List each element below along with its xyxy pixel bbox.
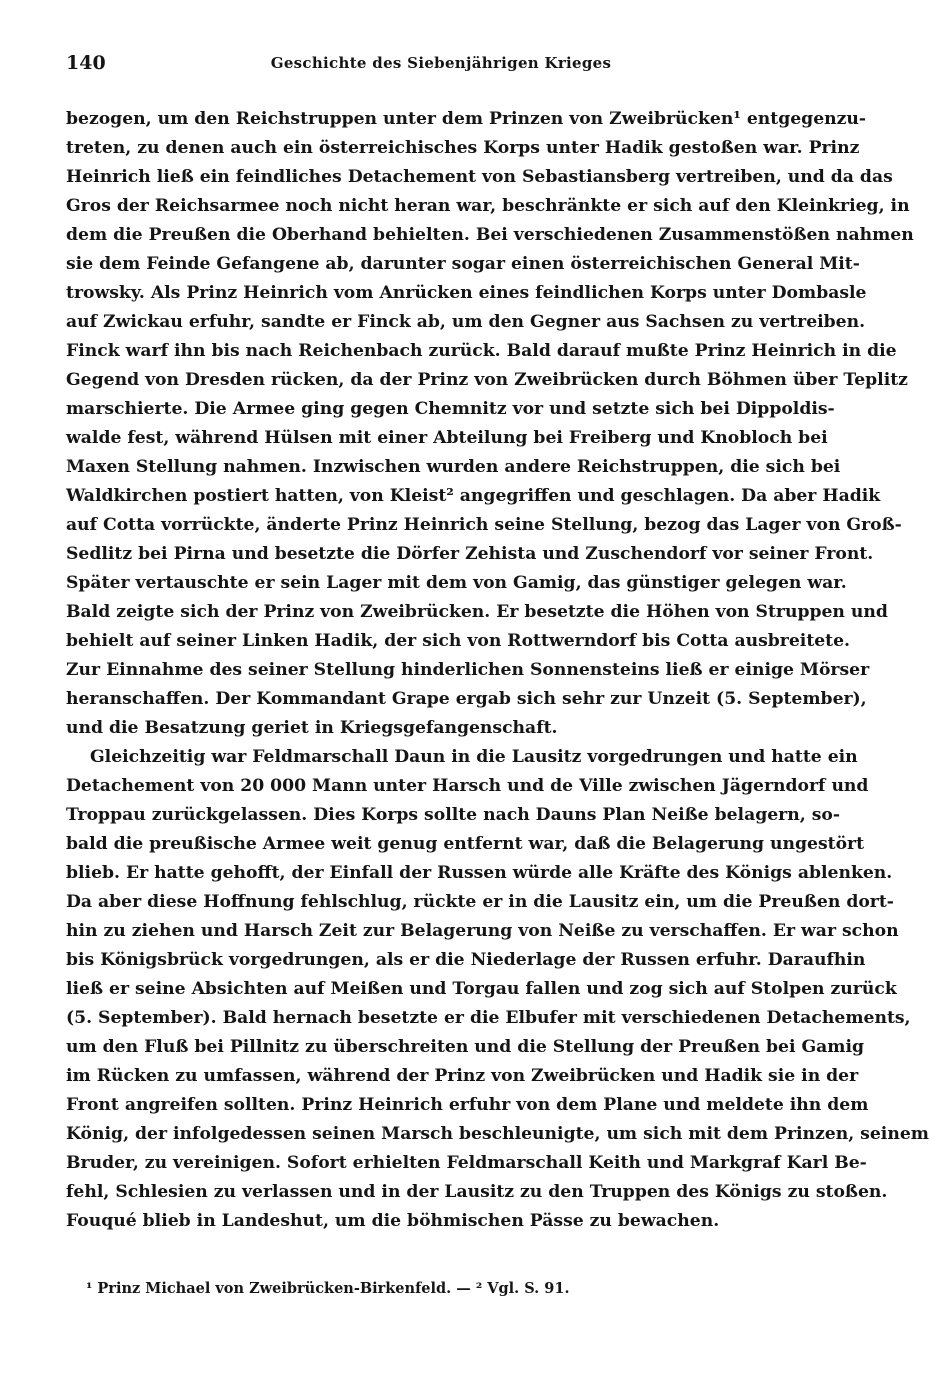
text-line: Bald zeigte sich der Prinz von Zweibrücken. Er besetzte die Höhen von Struppen und <box>66 602 888 622</box>
text-line: König, der infolgedessen seinen Marsch beschleunigte, um sich mit dem Prinzen, seinem <box>66 1124 929 1144</box>
text-line: Detachement von 20 000 Mann unter Harsch und de Ville zwischen Jägerndorf und <box>66 776 869 796</box>
text-line: Sedlitz bei Pirna und besetzte die Dörfer Zehista und Zuschendorf vor seiner Front. <box>66 544 874 564</box>
paragraph-2 <box>66 743 929 1236</box>
text-line: Fouqué blieb in Landeshut, um die böhmischen Pässe zu bewachen. <box>66 1211 720 1231</box>
text-line: marschierte. Die Armee ging gegen Chemnitz vor und setzte sich bei Dippoldis- <box>66 399 835 419</box>
body-text <box>66 105 929 1236</box>
text-line: treten, zu denen auch ein österreichisches Korps unter Hadik gestoßen war. Prinz <box>66 138 860 158</box>
text-line: Front angreifen sollten. Prinz Heinrich erfuhr von dem Plane und meldete ihn dem <box>66 1095 869 1115</box>
text-line: dem die Preußen die Oberhand behielten. Bei verschiedenen Zusammenstößen nahmen <box>66 225 914 245</box>
text-line: bald die preußische Armee weit genug entfernt war, daß die Belagerung ungestört <box>66 834 865 854</box>
text-line: Heinrich ließ ein feindliches Detachement von Sebastiansberg vertreiben, und da das <box>66 167 893 187</box>
text-line: walde fest, während Hülsen mit einer Abteilung bei Freiberg und Knobloch bei <box>66 428 828 448</box>
text-line: Bruder, zu vereinigen. Sofort erhielten Feldmarschall Keith und Markgraf Karl Be- <box>66 1153 867 1173</box>
text-line: um den Fluß bei Pillnitz zu überschreiten und die Stellung der Preußen bei Gamig <box>66 1037 865 1057</box>
text-line: behielt auf seiner Linken Hadik, der sich von Rottwerndorf bis Cotta ausbreitete. <box>66 631 851 651</box>
text-line: blieb. Er hatte gehofft, der Einfall der Russen würde alle Kräfte des Königs ablenken. <box>66 863 893 883</box>
text-line: Zur Einnahme des seiner Stellung hinderlichen Sonnensteins ließ er einige Mörser <box>66 660 870 680</box>
text-line: Gleichzeitig war Feldmarschall Daun in die Lausitz vorgedrungen und hatte ein <box>90 747 858 767</box>
text-line: heranschaffen. Der Kommandant Grape ergab sich sehr zur Unzeit (5. September), <box>66 689 867 709</box>
page-number: 140 <box>66 52 106 74</box>
text-line: sie dem Feinde Gefangene ab, darunter sogar einen österreichischen General Mit- <box>66 254 860 274</box>
running-title: Geschichte des Siebenjährigen Krieges <box>270 54 612 72</box>
text-line: (5. September). Bald hernach besetzte er die Elbufer mit verschiedenen Detachements, <box>66 1008 911 1028</box>
text-line: Finck warf ihn bis nach Reichenbach zurück. Bald darauf mußte Prinz Heinrich in die <box>66 341 897 361</box>
text-line: Da aber diese Hoffnung fehlschlug, rückte er in die Lausitz ein, um die Preußen dort- <box>66 892 894 912</box>
text-line: fehl, Schlesien zu verlassen und in der Lausitz zu den Truppen des Königs zu stoßen. <box>66 1182 888 1202</box>
footnote: ¹ Prinz Michael von Zweibrücken-Birkenfeld. — ² Vgl. S. 91. <box>86 1280 570 1297</box>
text-line: im Rücken zu umfassen, während der Prinz von Zweibrücken und Hadik sie in der <box>66 1066 859 1086</box>
text-line: Troppau zurückgelassen. Dies Korps sollte nach Dauns Plan Neiße belagern, so- <box>66 805 840 825</box>
text-line: auf Zwickau erfuhr, sandte er Finck ab, um den Gegner aus Sachsen zu vertreiben. <box>66 312 866 332</box>
text-line: Maxen Stellung nahmen. Inzwischen wurden andere Reichstruppen, die sich bei <box>66 457 841 477</box>
text-line: Waldkirchen postiert hatten, von Kleist² angegriffen und geschlagen. Da aber Hadik <box>66 486 881 506</box>
text-line: Später vertauschte er sein Lager mit dem von Gamig, das günstiger gelegen war. <box>66 573 847 593</box>
paragraph-1 <box>66 105 914 743</box>
text-line: hin zu ziehen und Harsch Zeit zur Belagerung von Neiße zu verschaffen. Er war schon <box>66 921 899 941</box>
text-line: bis Königsbrück vorgedrungen, als er die Niederlage der Russen erfuhr. Daraufhin <box>66 950 866 970</box>
text-line: und die Besatzung geriet in Kriegsgefangenschaft. <box>66 718 558 738</box>
text-line: auf Cotta vorrückte, änderte Prinz Heinrich seine Stellung, bezog das Lager von Groß- <box>66 515 902 535</box>
page-header <box>66 52 816 82</box>
text-line: Gegend von Dresden rücken, da der Prinz von Zweibrücken durch Böhmen über Teplitz <box>66 370 908 390</box>
text-line: Gros der Reichsarmee noch nicht heran war, beschränkte er sich auf den Kleinkrieg, in <box>66 196 910 216</box>
text-line: ließ er seine Absichten auf Meißen und Torgau fallen und zog sich auf Stolpen zurück <box>66 979 897 999</box>
text-line: trowsky. Als Prinz Heinrich vom Anrücken eines feindlichen Korps unter Dombasle <box>66 283 867 303</box>
text-line: bezogen, um den Reichstruppen unter dem Prinzen von Zweibrücken¹ entgegenzu- <box>66 109 867 129</box>
